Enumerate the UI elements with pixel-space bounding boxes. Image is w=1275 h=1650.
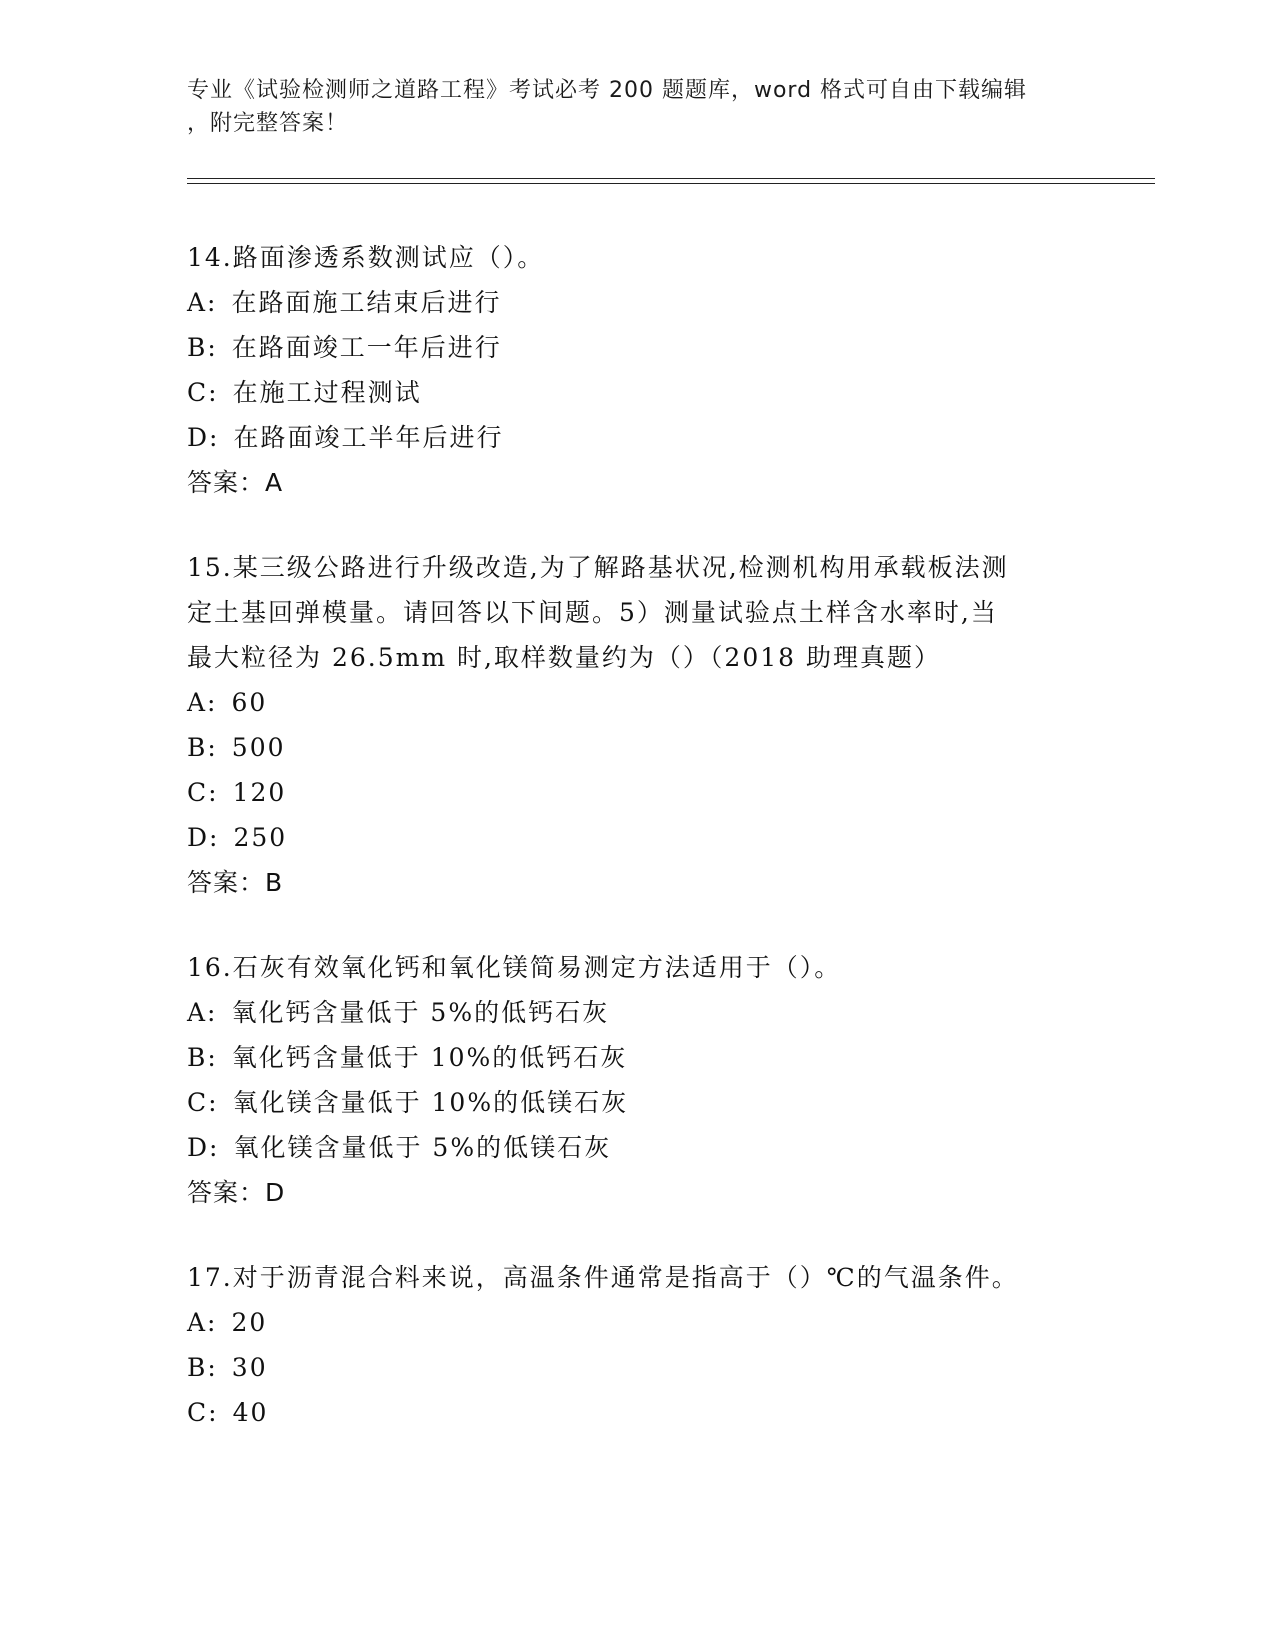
- question-stem: [187, 235, 1087, 280]
- question-16: [187, 945, 1087, 1215]
- answer-line: 答案：D: [187, 1178, 286, 1207]
- option-letter: C:: [187, 1398, 219, 1427]
- option-c: [187, 1080, 1087, 1125]
- option-c: [187, 1390, 1087, 1435]
- question-15: [187, 545, 1087, 905]
- option-d: [187, 415, 1087, 460]
- option-d: [187, 815, 1087, 860]
- option-letter: A:: [187, 998, 218, 1027]
- option-text: 氧化钙含量低于 5%的低钙石灰: [231, 998, 610, 1027]
- option-text: 20: [231, 1308, 268, 1337]
- option-c: [187, 770, 1087, 815]
- question-stem: [187, 545, 1087, 680]
- option-letter: D:: [187, 823, 220, 852]
- option-letter: D:: [187, 423, 220, 452]
- question-stem: [187, 945, 1087, 990]
- option-text: 在施工过程测试: [232, 378, 422, 407]
- option-text: 40: [232, 1398, 269, 1427]
- option-letter: C:: [187, 378, 219, 407]
- option-letter: C:: [187, 1088, 219, 1117]
- option-letter: B:: [187, 333, 218, 362]
- question-stem: [187, 1255, 1087, 1300]
- option-b: [187, 725, 1087, 770]
- option-letter: B:: [187, 1043, 218, 1072]
- question-stem-line: 15.某三级公路进行升级改造,为了解路基状况,检测机构用承载板法测: [187, 553, 1009, 582]
- option-text: 氧化镁含量低于 10%的低镁石灰: [232, 1088, 629, 1117]
- header-divider-top: [187, 178, 1155, 179]
- option-text: 120: [232, 778, 287, 807]
- option-text: 在路面竣工半年后进行: [233, 423, 504, 452]
- document-header: [187, 74, 1087, 140]
- header-line-1: 专业《试验检测师之道路工程》考试必考 200 题题库，word 格式可自由下载编辑: [187, 78, 1028, 103]
- option-text: 在路面竣工一年后进行: [231, 333, 502, 362]
- question-17: [187, 1255, 1087, 1435]
- answer-line: 答案：A: [187, 468, 284, 497]
- option-text: 60: [231, 688, 268, 717]
- option-letter: C:: [187, 778, 219, 807]
- option-b: [187, 325, 1087, 370]
- option-text: 250: [233, 823, 288, 852]
- option-b: [187, 1035, 1087, 1080]
- option-a: [187, 680, 1087, 725]
- option-a: [187, 990, 1087, 1035]
- question-stem-line: 16.石灰有效氧化钙和氧化镁简易测定方法适用于（）。: [187, 953, 842, 982]
- option-letter: B:: [187, 1353, 218, 1382]
- question-stem-line: 定土基回弹模量。请回答以下间题。5）测量试验点土样含水率时,当: [187, 598, 998, 627]
- option-d: [187, 1125, 1087, 1170]
- option-text: 30: [231, 1353, 268, 1382]
- option-letter: A:: [187, 688, 218, 717]
- header-line-2: ，附完整答案！: [187, 111, 349, 136]
- option-a: [187, 280, 1087, 325]
- question-stem-line: 最大粒径为 26.5mm 时,取样数量约为（）（2018 助理真题）: [187, 643, 941, 672]
- answer-line: 答案：B: [187, 868, 284, 897]
- option-letter: A:: [187, 288, 218, 317]
- option-text: 氧化钙含量低于 10%的低钙石灰: [231, 1043, 628, 1072]
- option-c: [187, 370, 1087, 415]
- question-stem-line: 14.路面渗透系数测试应（）。: [187, 243, 545, 272]
- question-14: [187, 235, 1087, 505]
- option-text: 氧化镁含量低于 5%的低镁石灰: [233, 1133, 612, 1162]
- option-a: [187, 1300, 1087, 1345]
- question-stem-line: 17.对于沥青混合料来说，高温条件通常是指高于（）℃的气温条件。: [187, 1263, 1019, 1292]
- question-list: [187, 235, 1087, 1475]
- option-letter: D:: [187, 1133, 220, 1162]
- option-b: [187, 1345, 1087, 1390]
- option-text: 在路面施工结束后进行: [231, 288, 502, 317]
- option-letter: B:: [187, 733, 218, 762]
- header-divider-bottom: [187, 183, 1155, 184]
- option-text: 500: [231, 733, 286, 762]
- option-letter: A:: [187, 1308, 218, 1337]
